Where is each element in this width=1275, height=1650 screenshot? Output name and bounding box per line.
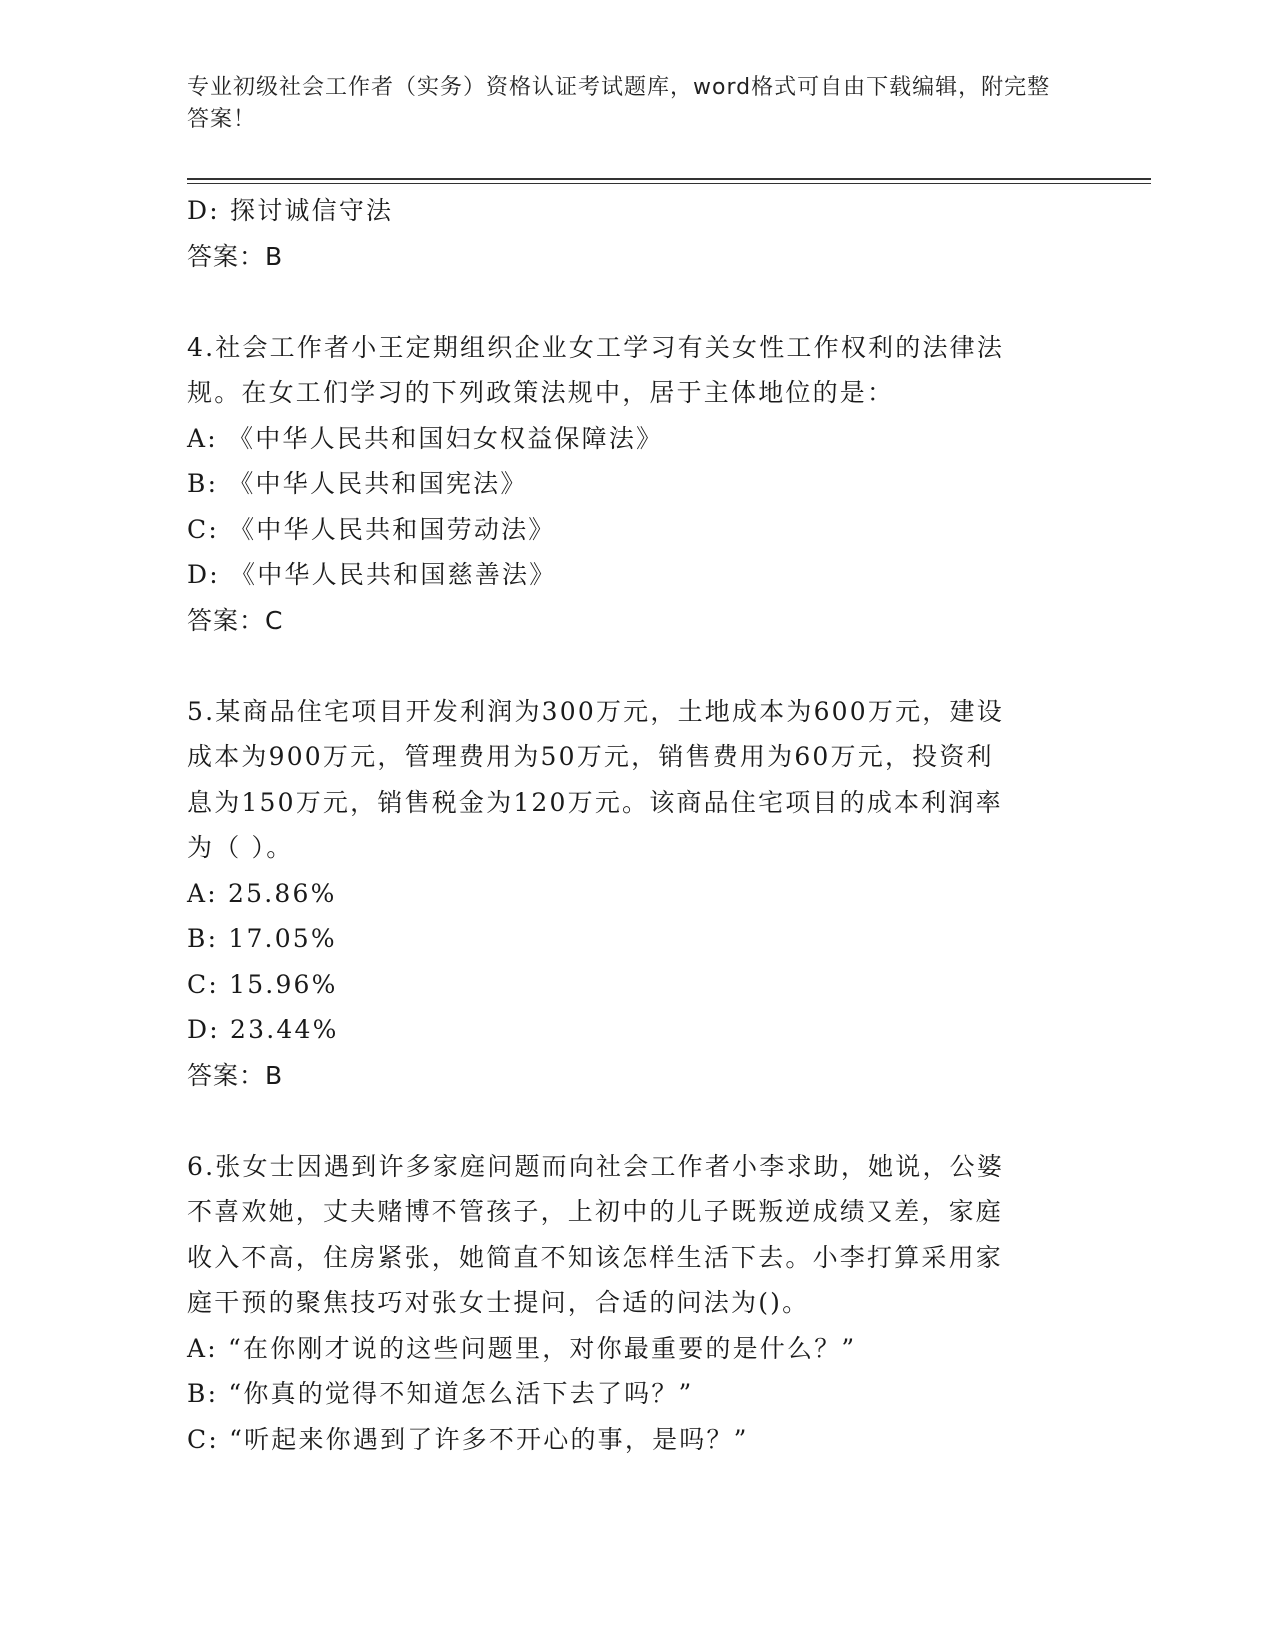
option-c: C: 《中华人民共和国劳动法》 [187,514,556,544]
option-b: B: 17.05% [187,924,337,953]
question-stem-line: 息为150万元，销售税金为120万元。该商品住宅项目的成本利润率 [187,787,1003,817]
option-b: B: 《中华人民共和国宪法》 [187,469,528,498]
question-5 [187,689,1087,1099]
spacer [187,1098,1087,1144]
page-header [187,72,1067,136]
spacer [187,279,1087,325]
answer-carryover: 答案：B [187,241,284,271]
question-stem-line: 6.张女士因遇到许多家庭问题而向社会工作者小李求助，她说，公婆 [187,1151,1005,1181]
option-d: D: 《中华人民共和国慈善法》 [187,560,557,589]
question-stem-line: 收入不高，住房紧张，她简直不知该怎样生活下去。小李打算采用家 [187,1242,1004,1272]
question-stem-line: 5.某商品住宅项目开发利润为300万元，土地成本为600万元，建设 [187,696,1004,726]
question-6 [187,1144,1087,1463]
option-d: D: 23.44% [187,1015,339,1044]
question-stem-line: 规。在女工们学习的下列政策法规中，居于主体地位的是： [187,378,895,407]
option-a: A: 25.86% [187,878,337,908]
question-stem-line: 成本为900万元，管理费用为50万元，销售费用为60万元，投资利 [187,742,994,771]
header-divider [187,178,1151,184]
answer: 答案：B [187,1060,284,1090]
option-c: C: 15.96% [187,969,338,999]
question-stem-line: 庭干预的聚焦技巧对张女士提问，合适的问法为()。 [187,1288,810,1317]
answer: 答案：C [187,605,284,635]
question-stem-line: 为（ ）。 [187,833,294,862]
question-stem-line: 不喜欢她，丈夫赌博不管孩子，上初中的儿子既叛逆成绩又差，家庭 [187,1197,1004,1226]
option-a: A: 《中华人民共和国妇女权益保障法》 [187,423,664,453]
question-content [187,188,1087,1462]
option-b: B: “你真的觉得不知道怎么活下去了吗？” [187,1379,694,1408]
question-stem-line: 4.社会工作者小王定期组织企业女工学习有关女性工作权利的法律法 [187,332,1005,362]
option-c: C: “听起来你遇到了许多不开心的事，是吗？” [187,1424,749,1454]
option-d-carryover: D: 探讨诚信守法 [187,196,394,225]
header-text: 专业初级社会工作者（实务）资格认证考试题库，word格式可自由下载编辑，附完整答案！ [187,75,1051,132]
spacer [187,643,1087,689]
question-4 [187,325,1087,644]
option-a: A: “在你刚才说的这些问题里，对你最重要的是什么？” [187,1333,857,1363]
